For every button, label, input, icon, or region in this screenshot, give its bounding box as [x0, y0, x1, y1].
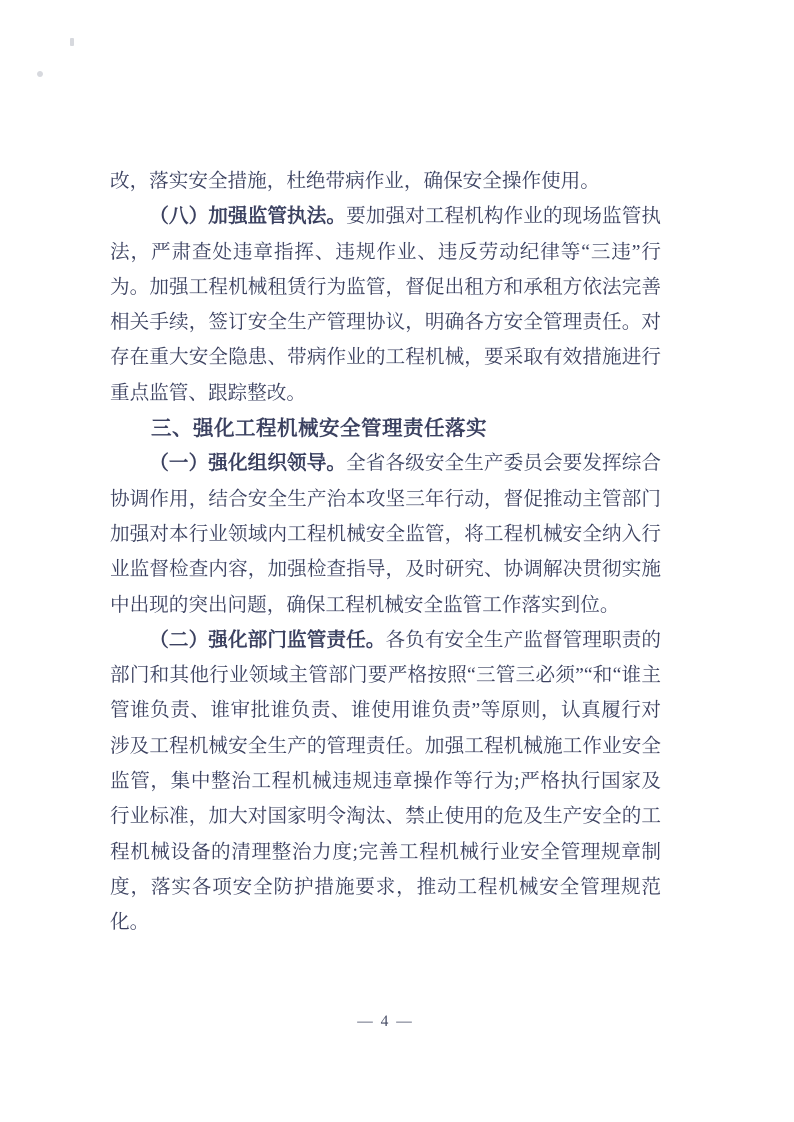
text-run: 全省各级安全生产委员会要发挥综合协调作用，结合安全生产治本攻坚三年行动，督促推动主管部门加强对本行业领域内工程机械安全监管，将工程机械安全纳入行业监督检查内容，加强检查指导，及时研究、协调解决贯彻实施中出现的突出问题，确保工程机械安全监管工作落实到位。: [110, 453, 662, 616]
bold-run: （八）加强监管执法。: [149, 206, 347, 228]
section-heading: [110, 411, 661, 446]
bold-run: （二）强化部门监管责任。: [149, 629, 386, 651]
bold-run: （一）强化组织领导。: [149, 453, 347, 475]
page-number: — 4 —: [357, 1013, 414, 1030]
text-run: 要加强对工程机构作业的现场监管执法，严肃查处违章指挥、违规作业、违反劳动纪律等“三违”行为。加强工程机械租赁行为监管，督促出租方和承租方依法完善相关手续，签订安全生产管理协议，明确各方安全管理责任。对存在重大安全隐患、带病作业的工程机械，要采取有效措施进行重点监管、跟踪整改。: [110, 206, 662, 404]
text-run: 改，落实安全措施，杜绝带病作业，确保安全操作使用。: [110, 171, 600, 192]
paragraph: [110, 446, 661, 622]
scan-speck: [70, 38, 74, 46]
scan-speck: [37, 71, 43, 77]
paragraph: [110, 164, 661, 199]
bold-run: 三、强化工程机械安全管理责任落实: [151, 417, 487, 441]
text-run: 各负有安全生产监督管理职责的部门和其他行业领域主管部门要严格按照“三管三必须”“和“谁主管谁负责、谁审批谁负责、谁使用谁负责”等原则，认真履行对涉及工程机械安全生产的管理责任。加强工程机械施工作业安全监管，集中整治工程机械违规违章操作等行为;严格执行国家及行业标准，加大对国家明令淘汰、禁止使用的危及生产安全的工程机械设备的清理整治力度;完善工程机械行业安全管理规章制度，落实各项安全防护措施要求，推动工程机械安全管理规范化。: [110, 629, 662, 934]
paragraph: [110, 199, 661, 411]
document-body: [110, 164, 661, 941]
paragraph: [110, 623, 661, 941]
